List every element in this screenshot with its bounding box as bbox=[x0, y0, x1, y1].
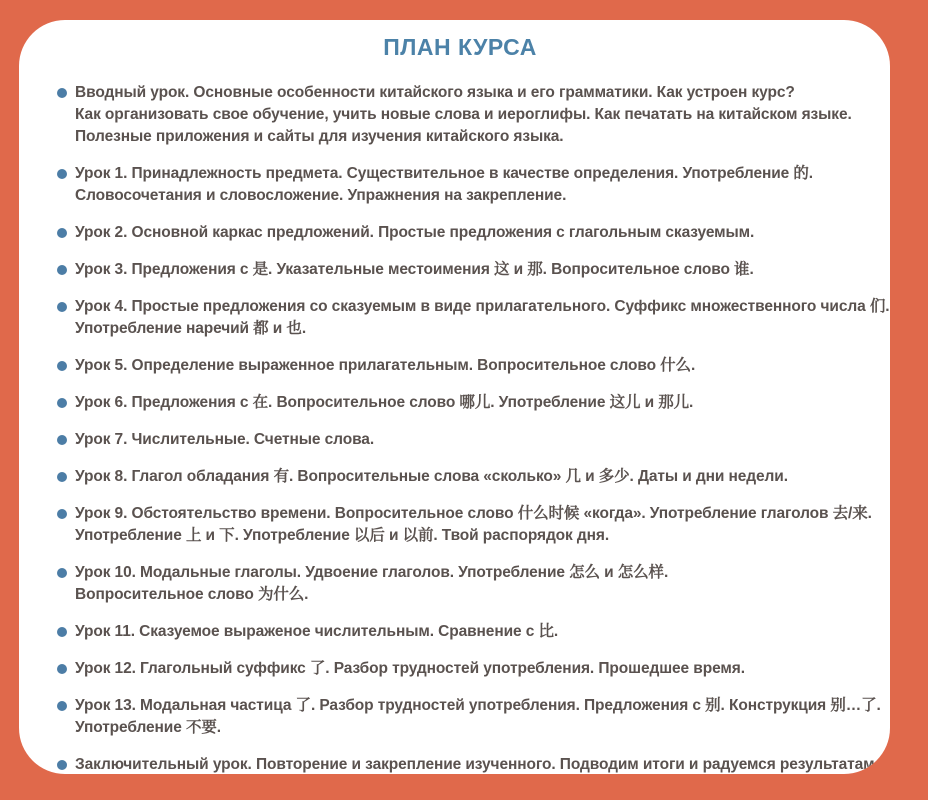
list-item-text bbox=[75, 621, 558, 643]
list-item-line: Урок 11. Сказуемое выраженое числительным. Сравнение с 比. bbox=[75, 623, 559, 640]
bullet-icon bbox=[57, 169, 67, 179]
list-item-text bbox=[75, 695, 881, 739]
list-item bbox=[38, 259, 882, 281]
list-item-line: Употребление наречий 都 и 也. bbox=[75, 320, 307, 337]
list-item bbox=[38, 355, 882, 377]
list-item-line: Урок 7. Числительные. Счетные слова. bbox=[75, 431, 375, 448]
list-item-text bbox=[75, 355, 695, 377]
list-item bbox=[38, 621, 882, 643]
list-item bbox=[38, 163, 882, 207]
bullet-icon bbox=[57, 302, 67, 312]
bullet-icon bbox=[57, 265, 67, 275]
list-item-line: Употребление 上 и 下. Употребление 以后 и 以前. Твой распорядок дня. bbox=[75, 527, 610, 544]
list-item-line: Употребление 不要. bbox=[75, 719, 221, 736]
list-item bbox=[38, 503, 882, 547]
list-item-line: Урок 10. Модальные глаголы. Удвоение глаголов. Употребление 怎么 и 怎么样. bbox=[75, 564, 669, 581]
list-item bbox=[38, 222, 882, 244]
bullet-icon bbox=[57, 361, 67, 371]
list-item-line: Полезные приложения и сайты для изучения китайского языка. bbox=[75, 128, 564, 145]
bullet-icon bbox=[57, 568, 67, 578]
list-item-line: Урок 9. Обстоятельство времени. Вопросительное слово 什么时候 «когда». Употребление глаголов 去/来. bbox=[75, 505, 872, 522]
list-item-text bbox=[75, 259, 754, 281]
bullet-icon bbox=[57, 701, 67, 711]
list-item-text bbox=[75, 754, 879, 774]
list-item bbox=[38, 562, 882, 606]
list-item-line: Урок 1. Принадлежность предмета. Существительное в качестве определения. Употребление 的. bbox=[75, 165, 814, 182]
list-item-text bbox=[75, 466, 788, 488]
list-item bbox=[38, 695, 882, 739]
list-item bbox=[38, 658, 882, 680]
bullet-icon bbox=[57, 228, 67, 238]
list-item bbox=[38, 429, 882, 451]
list-item-line: Вводный урок. Основные особенности китайского языка и его грамматики. Как устроен курс? bbox=[75, 84, 795, 101]
bullet-icon bbox=[57, 472, 67, 482]
list-item-line: Словосочетания и словосложение. Упражнения на закрепление. bbox=[75, 187, 567, 204]
list-item-text bbox=[75, 658, 745, 680]
list-item bbox=[38, 466, 882, 488]
bullet-icon bbox=[57, 760, 67, 770]
list-item-line: Урок 6. Предложения с 在. Вопросительное слово 哪儿. Употребление 这儿 и 那儿. bbox=[75, 394, 694, 411]
list-item-text bbox=[75, 296, 889, 340]
bullet-icon bbox=[57, 509, 67, 519]
list-item-line: Вопросительное слово 为什么. bbox=[75, 586, 309, 603]
list-item-text bbox=[75, 429, 374, 451]
bullet-icon bbox=[57, 627, 67, 637]
list-item-line: Как организовать свое обучение, учить новые слова и иероглифы. Как печатать на китайском языке. bbox=[75, 106, 852, 123]
list-item-line: Урок 8. Глагол обладания 有. Вопросительные слова «сколько» 几 и 多少. Даты и дни недели. bbox=[75, 468, 788, 485]
list-item-line: Урок 2. Основной каркас предложений. Простые предложения с глагольным сказуемым. bbox=[75, 224, 755, 241]
list-item-line: Урок 12. Глагольный суффикс 了. Разбор трудностей употребления. Прошедшее время. bbox=[75, 660, 745, 677]
bullet-icon bbox=[57, 88, 67, 98]
list-item-line: Урок 3. Предложения с 是. Указательные местоимения 这 и 那. Вопросительное слово 谁. bbox=[75, 261, 754, 278]
bullet-icon bbox=[57, 435, 67, 445]
page-title: ПЛАН КУРСА bbox=[383, 34, 537, 60]
list-item bbox=[38, 392, 882, 414]
list-item-line: Урок 4. Простые предложения со сказуемым в виде прилагательного. Суффикс множественного числа 们. bbox=[75, 298, 890, 315]
list-item-text bbox=[75, 503, 872, 547]
bullet-icon bbox=[57, 664, 67, 674]
list-item-text bbox=[75, 222, 754, 244]
list-item bbox=[38, 82, 882, 148]
course-plan-list bbox=[38, 82, 890, 774]
list-item-text bbox=[75, 562, 668, 606]
bullet-icon bbox=[57, 398, 67, 408]
list-item-text bbox=[75, 163, 813, 207]
list-item-text bbox=[75, 82, 852, 148]
list-item bbox=[38, 296, 890, 340]
list-item bbox=[38, 754, 882, 774]
list-item-line: Урок 13. Модальная частица 了. Разбор трудностей употребления. Предложения с 别. Конструкция 别…了. bbox=[75, 697, 881, 714]
list-item-line: Заключительный урок. Повторение и закрепление изученного. Подводим итоги и радуемся результатам. bbox=[75, 756, 879, 773]
list-item-text bbox=[75, 392, 693, 414]
course-plan-card bbox=[19, 20, 890, 774]
list-item-line: Урок 5. Определение выраженное прилагательным. Вопросительное слово 什么. bbox=[75, 357, 696, 374]
